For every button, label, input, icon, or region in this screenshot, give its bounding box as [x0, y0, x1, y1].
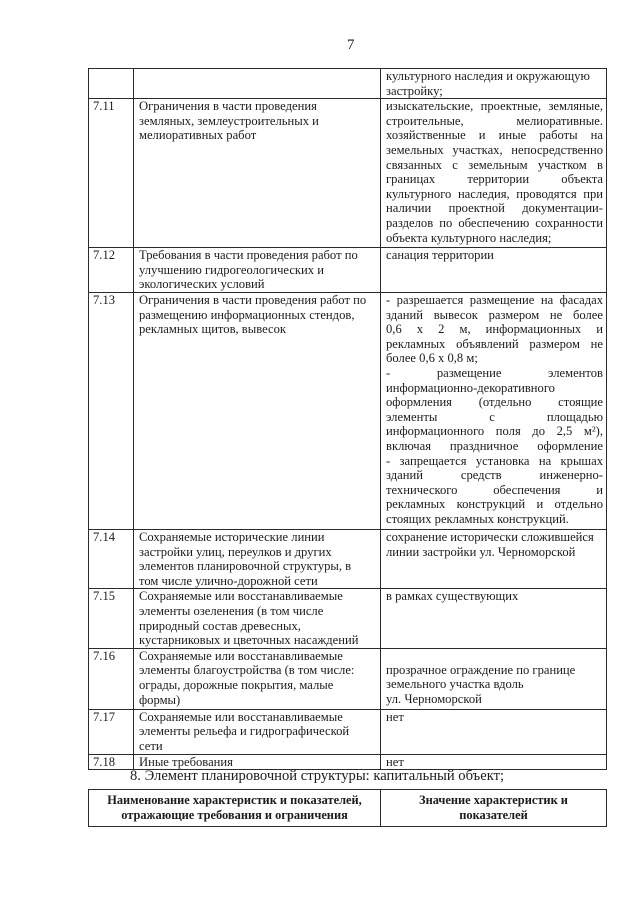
cell-line: границах территории объекта — [386, 172, 603, 187]
cell-line: изыскательские, проектные, земляные, — [386, 99, 603, 114]
cell-line: зданий вывесок размером не более — [386, 307, 603, 322]
header-line: показателей — [459, 808, 528, 822]
cell-line: элементы рельефа и гидрографической — [139, 724, 350, 739]
row-value-cell — [381, 69, 607, 99]
row-number: 7.11 — [93, 99, 115, 114]
cell-line: земляных, землеустроительных и — [139, 113, 319, 128]
cell-line: сети — [139, 738, 163, 753]
cell-line: мелиоративных работ — [139, 128, 257, 143]
header-name-cell — [89, 790, 381, 827]
header-line: Значение характеристик и — [419, 793, 568, 807]
table-row-7-16 — [89, 648, 607, 709]
row-value-cell — [381, 248, 607, 293]
cell-line: наличии проектной документации- — [386, 201, 603, 216]
cell-line: более 0,6 х 0,8 м; — [386, 351, 478, 366]
cell-line: информационного поля до 2,5 м²), — [386, 424, 603, 439]
header-value-cell — [381, 790, 607, 827]
cell-line: кустарниковых и цветочных насаждений — [139, 633, 359, 648]
table-row-7-15 — [89, 589, 607, 648]
cell-line: Сохраняемые или восстанавливаемые — [139, 709, 343, 724]
row-value-cell — [381, 589, 607, 648]
row-number: 7.16 — [93, 648, 116, 663]
row-name-cell — [134, 248, 381, 293]
cell-line: ограды, дорожные покрытия, малые — [139, 677, 334, 692]
cell-line: культурного наследия и окружающую — [386, 69, 590, 83]
row-number: 7.15 — [93, 589, 116, 604]
row-number: 7.12 — [93, 248, 116, 263]
row-number-cell — [89, 529, 134, 588]
cell-line: Ограничения в части проведения работ по — [139, 292, 367, 307]
cell-line: природный состав древесных, — [139, 618, 301, 633]
row-number: 7.14 — [93, 529, 116, 544]
row-number-cell — [89, 69, 134, 99]
cell-line: застройки улиц, переулков и других — [139, 544, 332, 559]
row-value-cell — [381, 292, 607, 529]
table-row-7-14 — [89, 529, 607, 588]
cell-line: рекламных конструкций и отдельно — [386, 497, 603, 512]
row-number: 7.17 — [93, 709, 116, 724]
characteristics-table — [88, 789, 607, 827]
cell-line: связанных с земельным участком в — [386, 157, 603, 172]
cell-line: санация территории — [386, 248, 494, 263]
table-row-7-12 — [89, 248, 607, 293]
row-name-cell — [134, 292, 381, 529]
table-row-7-13 — [89, 292, 607, 529]
row-number-cell — [89, 648, 134, 709]
cell-line: 0,6 х 2 м, информационных и — [386, 322, 603, 337]
cell-line: сохранение исторически сложившейся — [386, 529, 594, 544]
row-number-cell — [89, 754, 134, 770]
cell-line: нет — [386, 709, 404, 724]
row-number: 7.18 — [93, 754, 116, 769]
cell-line: строительные, мелиоративные. — [386, 113, 603, 128]
header-line: Наименование характеристик и показателей, — [107, 793, 362, 807]
row-number-cell — [89, 709, 134, 754]
row-value-cell — [381, 529, 607, 588]
cell-line: зданий средств инженерно- — [386, 468, 603, 483]
table-header-row — [89, 790, 607, 827]
cell-line: экологических условий — [139, 277, 265, 292]
cell-line: разделов по обеспечению сохранности — [386, 215, 603, 230]
cell-line: технического обеспечения и — [386, 482, 603, 497]
cell-line: земельного участка вдоль — [386, 677, 524, 692]
row-number-cell — [89, 99, 134, 248]
requirements-table — [88, 68, 607, 770]
cell-line: объекта культурного наследия; — [386, 230, 552, 245]
row-number-cell — [89, 589, 134, 648]
cell-line: хозяйственные и иные работы на — [386, 128, 603, 143]
cell-line: включая праздничное оформление — [386, 438, 603, 453]
cell-line: том числе улично-дорожной сети — [139, 573, 318, 588]
cell-line: прозрачное ограждение по границе — [386, 662, 576, 677]
row-name-cell — [134, 99, 381, 248]
row-number-cell — [89, 292, 134, 529]
cell-line: элементы озеленения (в том числе — [139, 603, 324, 618]
cell-line: элементы благоустройства (в том числе: — [139, 663, 355, 678]
cell-line: культурного наследия, проводятся при — [386, 186, 603, 201]
cell-line: - размещение элементов — [386, 365, 603, 380]
cell-line: нет — [386, 754, 404, 769]
cell-line: в рамках существующих — [386, 589, 519, 604]
cell-line: Ограничения в части проведения — [139, 99, 317, 114]
header-line: отражающие требования и ограничения — [121, 808, 348, 822]
cell-line: рекламных щитов, вывесок — [139, 322, 286, 337]
row-value-cell — [381, 709, 607, 754]
cell-line: линии застройки ул. Черноморской — [386, 544, 576, 559]
cell-line: застройку; — [386, 83, 443, 98]
cell-line: информационно-декоративного — [386, 380, 555, 395]
table-row-continued — [89, 69, 607, 99]
cell-line: - разрешается размещение на фасадах — [386, 292, 603, 307]
row-name-cell — [134, 529, 381, 588]
row-name-cell — [134, 648, 381, 709]
cell-line: - запрещается установка на крышах — [386, 453, 603, 468]
cell-line: Сохраняемые исторические линии — [139, 529, 325, 544]
cell-line: Сохраняемые или восстанавливаемые — [139, 648, 343, 663]
cell-line: Иные требования — [139, 754, 233, 769]
table-row-7-17 — [89, 709, 607, 754]
row-number-cell — [89, 248, 134, 293]
row-value-cell — [381, 99, 607, 248]
row-value-cell — [381, 648, 607, 709]
cell-line: размещению информационных стендов, — [139, 307, 355, 322]
cell-line: оформления (отдельно стоящие — [386, 395, 603, 410]
row-name-cell — [134, 709, 381, 754]
cell-line: стоящих рекламных конструкций. — [386, 511, 569, 526]
row-name-cell — [134, 589, 381, 648]
row-number: 7.13 — [93, 292, 116, 307]
table-row-7-11 — [89, 99, 607, 248]
cell-line: улучшению гидрогеологических и — [139, 262, 324, 277]
page-number: 7 — [347, 37, 355, 53]
cell-line: Требования в части проведения работ по — [139, 248, 358, 263]
cell-line: элементов планировочной структуры, в — [139, 559, 352, 574]
cell-line: формы) — [139, 692, 181, 707]
cell-line: земельных участках, непосредственно — [386, 142, 603, 157]
cell-line: рекламных объявлений размером не — [386, 336, 603, 351]
cell-line: элементы с площадью — [386, 409, 603, 424]
cell-line: Сохраняемые или восстанавливаемые — [139, 589, 343, 604]
section-heading: 8. Элемент планировочной структуры: капитальный объект; — [130, 768, 505, 784]
row-name-cell — [134, 69, 381, 99]
cell-line: ул. Черноморской — [386, 691, 482, 706]
